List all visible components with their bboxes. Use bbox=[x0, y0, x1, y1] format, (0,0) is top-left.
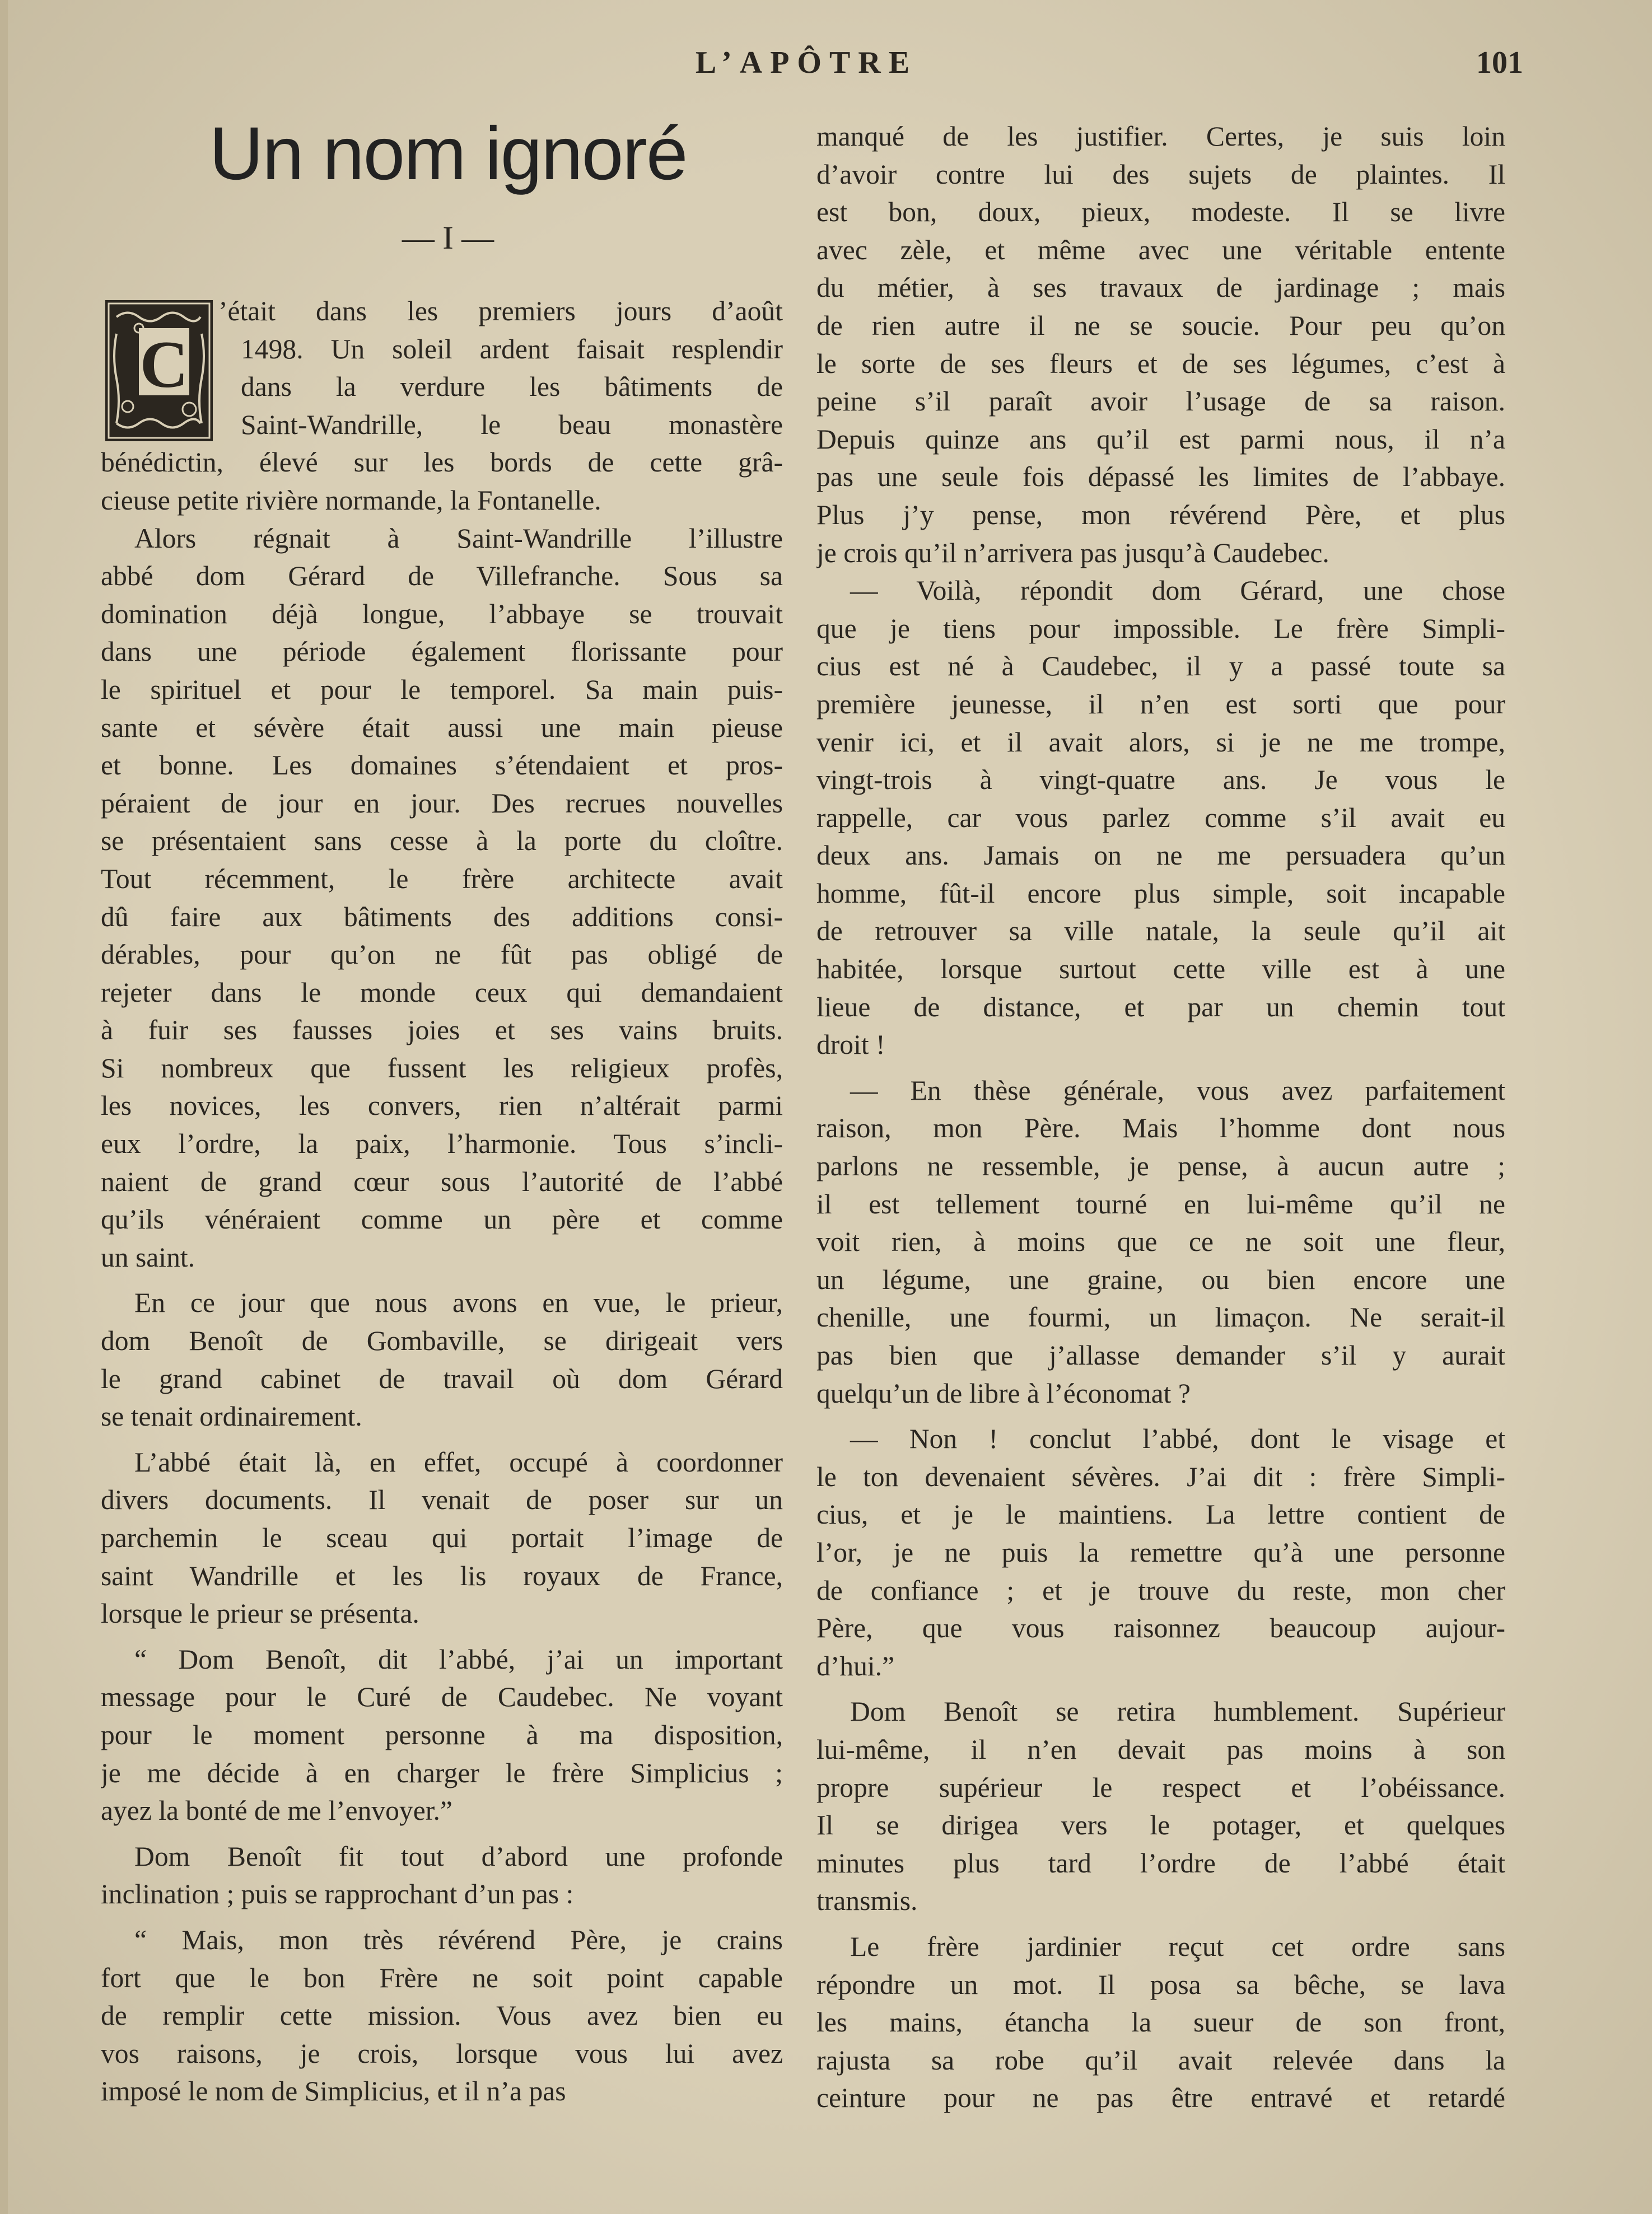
text-line: vingt-trois à vingt-quatre ans. Je vous le bbox=[816, 764, 1505, 796]
paragraph-gap bbox=[816, 1064, 1505, 1072]
text-line: venir ici, et il avait alors, si je ne me trompe, bbox=[816, 726, 1505, 758]
text-line: rappelle, car vous parlez comme s’il avait eu bbox=[816, 802, 1505, 833]
text-line: Il se dirigea vers le potager, et quelques bbox=[816, 1810, 1505, 1841]
text-line: Le frère jardinier reçut cet ordre sans bbox=[850, 1931, 1505, 1962]
text-line: et bonne. Les domaines s’étendaient et pros- bbox=[101, 750, 783, 781]
text-line: se présentaient sans cesse à la porte du cloître. bbox=[101, 825, 783, 857]
text-line: lui-même, il n’en devait pas moins à son bbox=[816, 1734, 1505, 1765]
text-line: — Non ! conclut l’abbé, dont le visage et bbox=[850, 1423, 1505, 1455]
text-line: répondre un mot. Il posa sa bêche, se lava bbox=[816, 1969, 1505, 2000]
text-line: imposé le nom de Simplicius, et il n’a pas bbox=[101, 2076, 566, 2107]
text-line: Plus j’y pense, mon révérend Père, et plus bbox=[816, 499, 1505, 530]
text-line: de rien autre il ne se soucie. Pour peu qu’on bbox=[816, 310, 1505, 341]
text-line: l’or, je ne puis la remettre qu’à une personne bbox=[816, 1536, 1505, 1568]
text-line: cieuse petite rivière normande, la Fontanelle. bbox=[101, 484, 601, 516]
text-line: qu’ils vénéraient comme un père et comme bbox=[101, 1204, 783, 1235]
text-line: Dom Benoît fit tout d’abord une profonde bbox=[134, 1841, 783, 1872]
text-line: de remplir cette mission. Vous avez bien eu bbox=[101, 2000, 783, 2031]
text-line: pas une seule fois dépassé les limites de l’abbaye. bbox=[816, 461, 1505, 493]
text-line: est bon, doux, pieux, modeste. Il se livre bbox=[816, 197, 1505, 228]
text-line: ceinture pour ne pas être entravé et retardé bbox=[816, 2082, 1505, 2114]
text-line: cius, et je le maintiens. La lettre contient de bbox=[816, 1499, 1505, 1530]
text-line: fort que le bon Frère ne soit point capable bbox=[101, 1962, 783, 1993]
paragraph-gap bbox=[816, 1412, 1505, 1420]
text-line: le spirituel et pour le temporel. Sa main puis- bbox=[101, 674, 783, 705]
text-line: un légume, une graine, ou bien encore une bbox=[816, 1264, 1505, 1295]
text-line: Père, que vous raisonnez beaucoup aujour- bbox=[816, 1613, 1505, 1644]
text-line: eux l’ordre, la paix, l’harmonie. Tous s’incli- bbox=[101, 1128, 783, 1160]
text-line: abbé dom Gérard de Villefranche. Sous sa bbox=[101, 560, 783, 592]
paragraph-gap bbox=[101, 1276, 783, 1284]
text-line: rajusta sa robe qu’il avait relevée dans la bbox=[816, 2044, 1505, 2076]
text-line: Si nombreux que fussent les religieux profès, bbox=[101, 1052, 783, 1083]
text-line: dans la verdure les bâtiments de bbox=[241, 371, 783, 403]
text-line: de confiance ; et je trouve du reste, mon cher bbox=[816, 1575, 1505, 1606]
text-line: raison, mon Père. Mais l’homme dont nous bbox=[816, 1113, 1505, 1144]
text-line: d’hui.” bbox=[816, 1650, 895, 1681]
text-line: manqué de les justifier. Certes, je suis loin bbox=[816, 121, 1505, 152]
text-line: — Voilà, répondit dom Gérard, une chose bbox=[850, 575, 1505, 606]
text-line: “ Mais, mon très révérend Père, je crains bbox=[134, 1924, 783, 1955]
text-line: Depuis quinze ans qu’il est parmi nous, il n’a bbox=[816, 423, 1505, 455]
text-line: vos raisons, je crois, lorsque vous lui avez bbox=[101, 2038, 783, 2069]
article-title: Un nom ignoré bbox=[209, 112, 687, 195]
section-number: — I — bbox=[402, 219, 494, 256]
text-line: naient de grand cœur sous l’autorité de l’abbé bbox=[101, 1166, 783, 1197]
text-line: que je tiens pour impossible. Le frère Simpli- bbox=[816, 613, 1505, 644]
text-line: Saint-Wandrille, le beau monastère bbox=[241, 409, 783, 440]
text-line: pour le moment personne à ma disposition, bbox=[101, 1719, 783, 1750]
text-line: habitée, lorsque surtout cette ville est à une bbox=[816, 954, 1505, 985]
text-line: dom Benoît de Gombaville, se dirigeait vers bbox=[101, 1325, 783, 1357]
text-line: inclination ; puis se rapprochant d’un pas : bbox=[101, 1879, 574, 1910]
text-line: peine s’il paraît avoir l’usage de sa raison. bbox=[816, 386, 1505, 417]
text-line: dans une période également florissante pour bbox=[101, 636, 783, 667]
text-line: ’était dans les premiers jours d’août bbox=[218, 296, 783, 326]
text-line: première jeunesse, il n’en est sorti que pour bbox=[816, 688, 1505, 720]
left-column bbox=[101, 292, 783, 2110]
right-column bbox=[816, 118, 1505, 2117]
text-line: je me décide à en charger le frère Simplicius ; bbox=[101, 1757, 783, 1788]
text-line: cius est né à Caudebec, il y a passé toute sa bbox=[816, 651, 1505, 682]
text-line: — En thèse générale, vous avez parfaitement bbox=[850, 1075, 1505, 1106]
text-line: Alors régnait à Saint-Wandrille l’illustre bbox=[134, 522, 783, 554]
text-line: d’avoir contre lui des sujets de plaintes. Il bbox=[816, 158, 1505, 190]
text-line: saint Wandrille et les lis royaux de France, bbox=[101, 1560, 783, 1591]
text-line: pas bien que j’allasse demander s’il y aurait bbox=[816, 1340, 1505, 1371]
text-line: Dom Benoît se retira humblement. Supérieur bbox=[850, 1696, 1505, 1727]
text-line: transmis. bbox=[816, 1885, 918, 1917]
text-line: le ton devenaient sévères. J’ai dit : frère Simpli- bbox=[816, 1461, 1505, 1492]
text-line: il est tellement tourné en lui-même qu’il ne bbox=[816, 1188, 1505, 1220]
page-edge bbox=[0, 0, 8, 2214]
text-line: rejeter dans le monde ceux qui demandaient bbox=[101, 977, 783, 1008]
text-line: les novices, les convers, rien n’altérait parmi bbox=[101, 1090, 783, 1122]
text-line: se tenait ordinairement. bbox=[101, 1401, 362, 1432]
text-line: minutes plus tard l’ordre de l’abbé était bbox=[816, 1847, 1505, 1879]
text-line: domination déjà longue, l’abbaye se trouvait bbox=[101, 598, 783, 629]
paragraph-gap bbox=[816, 1920, 1505, 1928]
text-line: du métier, à ses travaux de jardinage ; mais bbox=[816, 272, 1505, 303]
text-line: bénédictin, élevé sur les bords de cette grâ- bbox=[101, 447, 783, 478]
text-line: à fuir ses fausses joies et ses vains bruits. bbox=[101, 1015, 783, 1046]
text-line: lieue de distance, et par un chemin tout bbox=[816, 991, 1505, 1022]
text-line: voit rien, à moins que ce ne soit une fleur, bbox=[816, 1226, 1505, 1258]
paragraph-gap bbox=[816, 1685, 1505, 1693]
dropcap-letter: C bbox=[139, 327, 189, 401]
paragraph-gap bbox=[101, 1633, 783, 1641]
text-line: avec zèle, et même avec une véritable entente bbox=[816, 234, 1505, 265]
text-line: je crois qu’il n’arrivera pas jusqu’à Caudebec. bbox=[816, 537, 1329, 568]
text-line: L’abbé était là, en effet, occupé à coordonner bbox=[134, 1446, 783, 1478]
text-line: propre supérieur le respect et l’obéissance. bbox=[816, 1772, 1505, 1803]
text-line: lorsque le prieur se présenta. bbox=[101, 1598, 419, 1629]
text-line: chenille, une fourmi, un limaçon. Ne serait-il bbox=[816, 1302, 1505, 1333]
text-line: dû faire aux bâtiments des additions consi- bbox=[101, 901, 783, 932]
text-line: dérables, pour qu’on ne fût pas obligé de bbox=[101, 939, 783, 970]
text-line: Tout récemment, le frère architecte avait bbox=[101, 863, 783, 894]
text-line: ayez la bonté de me l’envoyer.” bbox=[101, 1795, 452, 1827]
text-line: sante et sévère était aussi une main pieuse bbox=[101, 712, 783, 743]
text-line: les mains, étancha la sueur de son front, bbox=[816, 2007, 1505, 2038]
text-line: deux ans. Jamais on ne me persuadera qu’un bbox=[816, 840, 1505, 871]
text-line: En ce jour que nous avons en vue, le prieur, bbox=[134, 1287, 783, 1319]
running-title: L’APÔTRE bbox=[695, 45, 918, 80]
paragraph-gap bbox=[101, 1830, 783, 1838]
text-line: un saint. bbox=[101, 1241, 195, 1273]
text-line: 1498. Un soleil ardent faisait resplendir bbox=[241, 333, 783, 365]
text-line: de retrouver sa ville natale, la seule qu’il ait bbox=[816, 916, 1505, 947]
text-line: “ Dom Benoît, dit l’abbé, j’ai un important bbox=[134, 1643, 783, 1675]
text-line: le sorte de ses fleurs et de ses légumes, c’est à bbox=[816, 348, 1505, 379]
text-line: divers documents. Il venait de poser sur un bbox=[101, 1484, 783, 1516]
text-line: quelqu’un de libre à l’économat ? bbox=[816, 1377, 1191, 1409]
text-line: message pour le Curé de Caudebec. Ne voyant bbox=[101, 1681, 783, 1713]
text-line: droit ! bbox=[816, 1029, 885, 1061]
text-line: le grand cabinet de travail où dom Gérard bbox=[101, 1363, 783, 1394]
text-line: homme, fût-il encore plus simple, soit incapable bbox=[816, 877, 1505, 909]
text-line: parchemin le sceau qui portait l’image de bbox=[101, 1522, 783, 1553]
paragraph-gap bbox=[101, 1436, 783, 1444]
page-number: 101 bbox=[1476, 45, 1523, 80]
text-line: parlons ne ressemble, je pense, à aucun autre ; bbox=[816, 1151, 1505, 1182]
paragraph-gap bbox=[101, 1913, 783, 1921]
text-line: péraient de jour en jour. Des recrues nouvelles bbox=[101, 787, 783, 819]
